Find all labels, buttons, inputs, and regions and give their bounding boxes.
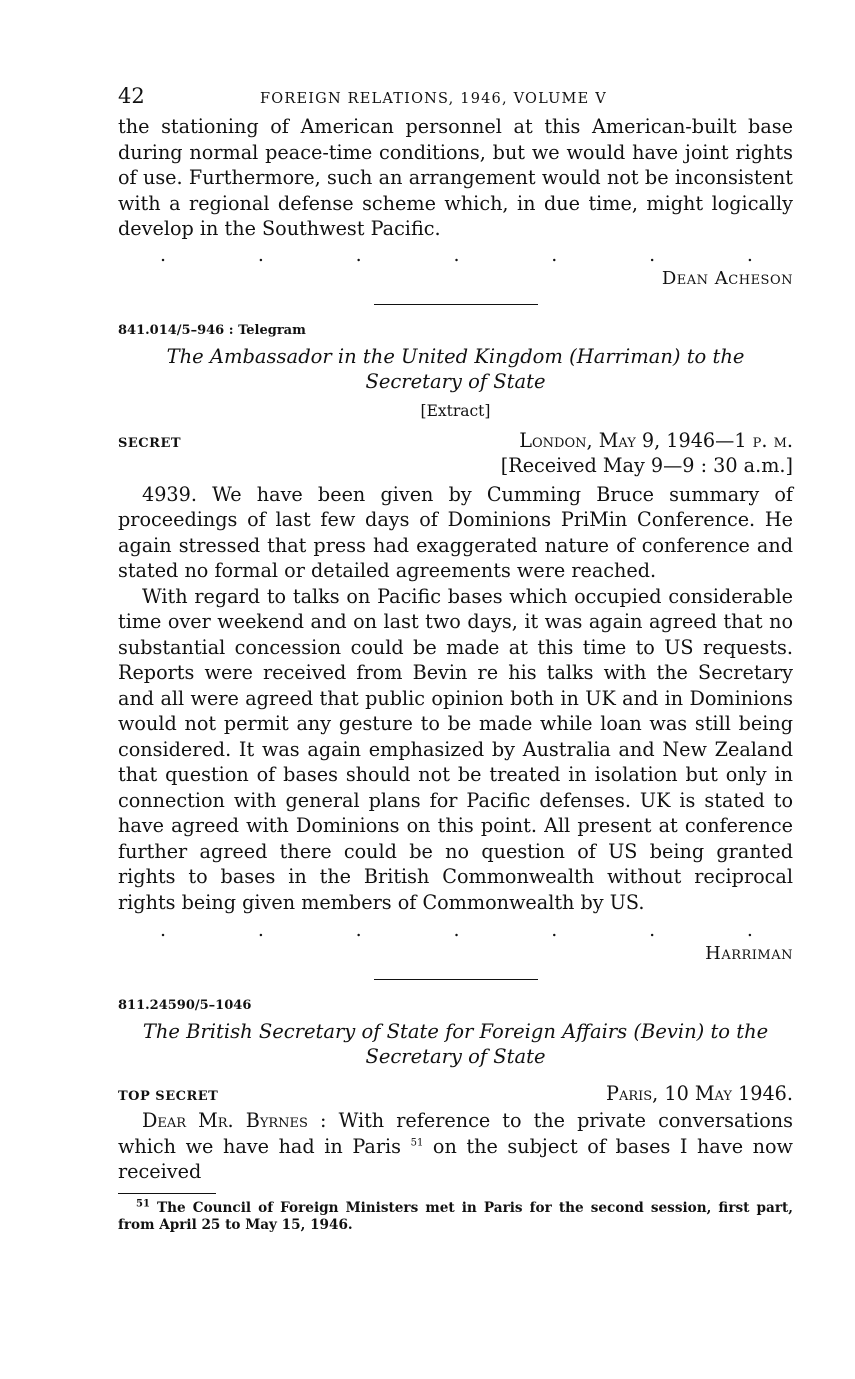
footnote-marker: 51: [136, 1197, 150, 1209]
page-header: [118, 84, 793, 112]
doc2-extract-label: [Extract]: [420, 401, 491, 420]
doc3-classification: TOP SECRET: [118, 1089, 219, 1104]
doc2-dateline-text: London, May 9, 1946—1 p. m.: [519, 428, 793, 452]
doc3-title: The British Secretary of State for Foreign Affairs (Bevin) to the Secretary of State: [142, 1020, 769, 1068]
ellipsis-row: [118, 919, 793, 941]
section-divider: [374, 304, 538, 305]
doc2-classification-row: [118, 428, 793, 453]
doc2-file-reference: 841.014/5–946 : Telegram: [118, 322, 306, 338]
doc2-received: [Received May 9—9 : 30 a.m.]: [500, 453, 793, 477]
ellipsis-dot: .: [453, 919, 460, 941]
ellipsis-dot: .: [551, 243, 558, 266]
doc2-classification: SECRET: [118, 435, 182, 451]
doc2-paragraph-2: With regard to talks on Pacific bases which occupied considerable time over weekend and on last two days, it was again agreed that no substantial concession could be made at this time to US requests. Reports were received from Bevin re his talks with the Secretary and all were agreed that public opinion both in UK and in Dominions would not permit any gesture to be made while loan was still being considered. It was again emphasized by Australia and New Zealand that question of bases should not be treated in isolation but only in connection with general plans for Pacific defenses. UK is stated to have agreed with Dominions on this point. All present at conference further agreed there could be no question of US being granted rights to bases in the British Commonwealth without reciprocal rights being given members of Commonwealth by US.: [118, 584, 793, 914]
doc3-classification-row: [118, 1081, 793, 1106]
ellipsis-dot: .: [746, 919, 753, 941]
doc3-dateline: Paris, 10 May 1946.: [606, 1082, 793, 1105]
doc2-signature: Harriman: [705, 943, 793, 964]
section-divider: [374, 979, 538, 980]
ellipsis-dot: .: [355, 919, 362, 941]
ellipsis-row: [118, 244, 793, 266]
doc1-closing-paragraph: the stationing of American personnel at this American-built base during normal peace-time conditions, but we would have joint rights of use. Furthermore, such an arrangement would not be inconsistent with a regional defense scheme which, in due time, might logically develop in the Southwest Pacific.: [118, 115, 793, 240]
footnote: [118, 1197, 793, 1234]
ellipsis-dot: .: [649, 243, 656, 266]
ellipsis-dot: .: [453, 243, 460, 266]
ellipsis-dot: .: [649, 919, 656, 941]
ellipsis-dot: .: [257, 243, 264, 266]
footnote-text: The Council of Foreign Ministers met in Paris for the second session, first part, from April 25 to May 15, 1946.: [118, 1199, 793, 1233]
running-title: FOREIGN RELATIONS, 1946, VOLUME V: [260, 91, 607, 107]
ellipsis-dot: .: [746, 243, 753, 266]
doc1-signature: Dean Acheson: [661, 267, 793, 289]
ellipsis-dot: .: [257, 919, 264, 941]
document-page: [118, 84, 793, 1234]
doc2-paragraph-1: 4939. We have been given by Cumming Bruce summary of proceedings of last few days of Dominions PriMin Conference. He again stressed that press had exaggerated nature of conference and stated no formal or detailed agreements were reached.: [118, 482, 793, 582]
ellipsis-dot: .: [551, 919, 558, 941]
ellipsis-dot: .: [355, 243, 362, 266]
doc3-text-after-note: on the subject of bases I have now received: [118, 1134, 793, 1183]
ellipsis-dot: .: [160, 919, 167, 941]
doc3-file-reference: 811.24590/5–1046: [118, 998, 252, 1013]
doc3-text-before-note: With reference to the private conversations which we have had in Paris: [118, 1109, 794, 1158]
footnote-divider: [118, 1193, 216, 1194]
ellipsis-dot: .: [160, 243, 167, 266]
doc2-title: The Ambassador in the United Kingdom (Harriman) to the Secretary of State: [166, 344, 745, 393]
page-number: 42: [118, 84, 145, 108]
footnote-reference: 51: [410, 1137, 424, 1149]
doc2-dateline: [519, 428, 793, 453]
doc3-salutation: Dear Mr. Byrnes :: [142, 1109, 327, 1132]
doc3-opening-paragraph: [118, 1108, 793, 1185]
